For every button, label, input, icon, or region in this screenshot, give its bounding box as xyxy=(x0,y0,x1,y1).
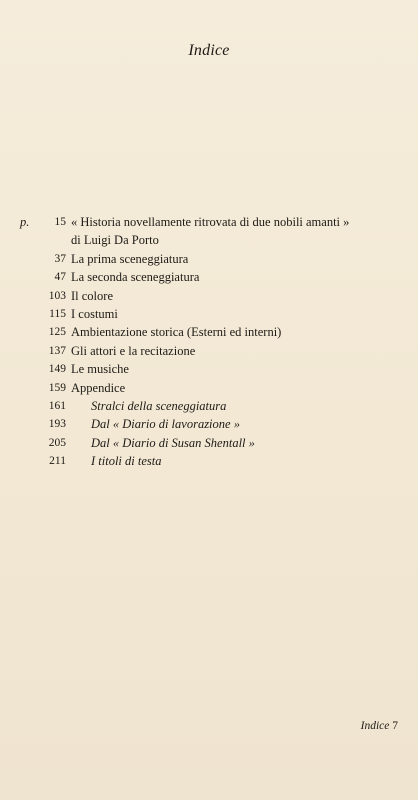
footer-label: Indice xyxy=(360,720,390,732)
toc-entry-title: I titoli di testa xyxy=(91,454,162,469)
page-prefix: p. xyxy=(20,215,30,229)
toc-entry-title: Dal « Diario di Susan Shentall » xyxy=(91,435,255,450)
toc-entry xyxy=(0,250,418,268)
toc-entry-title: Ambientazione storica (Esterni ed interni) xyxy=(71,325,282,340)
toc-entry-title: I costumi xyxy=(71,306,118,321)
toc-entry-title: Stralci della sceneggiatura xyxy=(91,398,227,413)
page-number: 7 xyxy=(392,720,398,732)
toc-entry-title: La seconda sceneggiatura xyxy=(71,270,200,285)
toc-page-number: 211 xyxy=(49,455,66,468)
toc-page-number: 37 xyxy=(54,252,66,265)
toc-page-number: 103 xyxy=(48,289,66,302)
toc-entry xyxy=(0,323,418,341)
toc-subentry xyxy=(0,452,418,470)
toc-entry xyxy=(0,213,418,231)
toc-entry-title: Dal « Diario di lavorazione » xyxy=(91,417,240,432)
toc-entry xyxy=(0,360,418,378)
table-of-contents xyxy=(0,213,418,470)
toc-page-number: 149 xyxy=(48,363,66,376)
toc-entry-title: « Historia novellamente ritrovata di due nobili amanti » xyxy=(71,215,350,229)
toc-page-number: 125 xyxy=(48,326,66,339)
toc-entry xyxy=(0,342,418,360)
toc-entry-title: Le musiche xyxy=(71,362,129,377)
toc-page-number: 159 xyxy=(48,381,66,394)
toc-page-number: 15 xyxy=(54,216,66,228)
toc-entry xyxy=(0,231,418,249)
toc-entry xyxy=(0,379,418,397)
toc-page-number: 161 xyxy=(48,399,66,412)
toc-entry-title: Il colore xyxy=(71,288,113,303)
toc-page-number: 115 xyxy=(49,307,66,320)
toc-subentry xyxy=(0,397,418,415)
page-title: Indice xyxy=(188,42,230,59)
toc-page-number: 137 xyxy=(48,344,66,357)
running-footer xyxy=(361,720,398,732)
toc-page-number: 205 xyxy=(48,436,66,449)
toc-page-number: 193 xyxy=(48,418,66,431)
toc-subentry xyxy=(0,434,418,452)
toc-entry xyxy=(0,305,418,323)
toc-page-number: 47 xyxy=(54,271,66,284)
toc-entry-title: Appendice xyxy=(71,380,126,395)
toc-entry-title: di Luigi Da Porto xyxy=(71,233,159,248)
toc-subentry xyxy=(0,415,418,433)
toc-entry xyxy=(0,287,418,305)
toc-entry-title: La prima sceneggiatura xyxy=(71,251,189,266)
toc-entry-title: Gli attori e la recitazione xyxy=(71,343,196,358)
toc-entry xyxy=(0,268,418,286)
